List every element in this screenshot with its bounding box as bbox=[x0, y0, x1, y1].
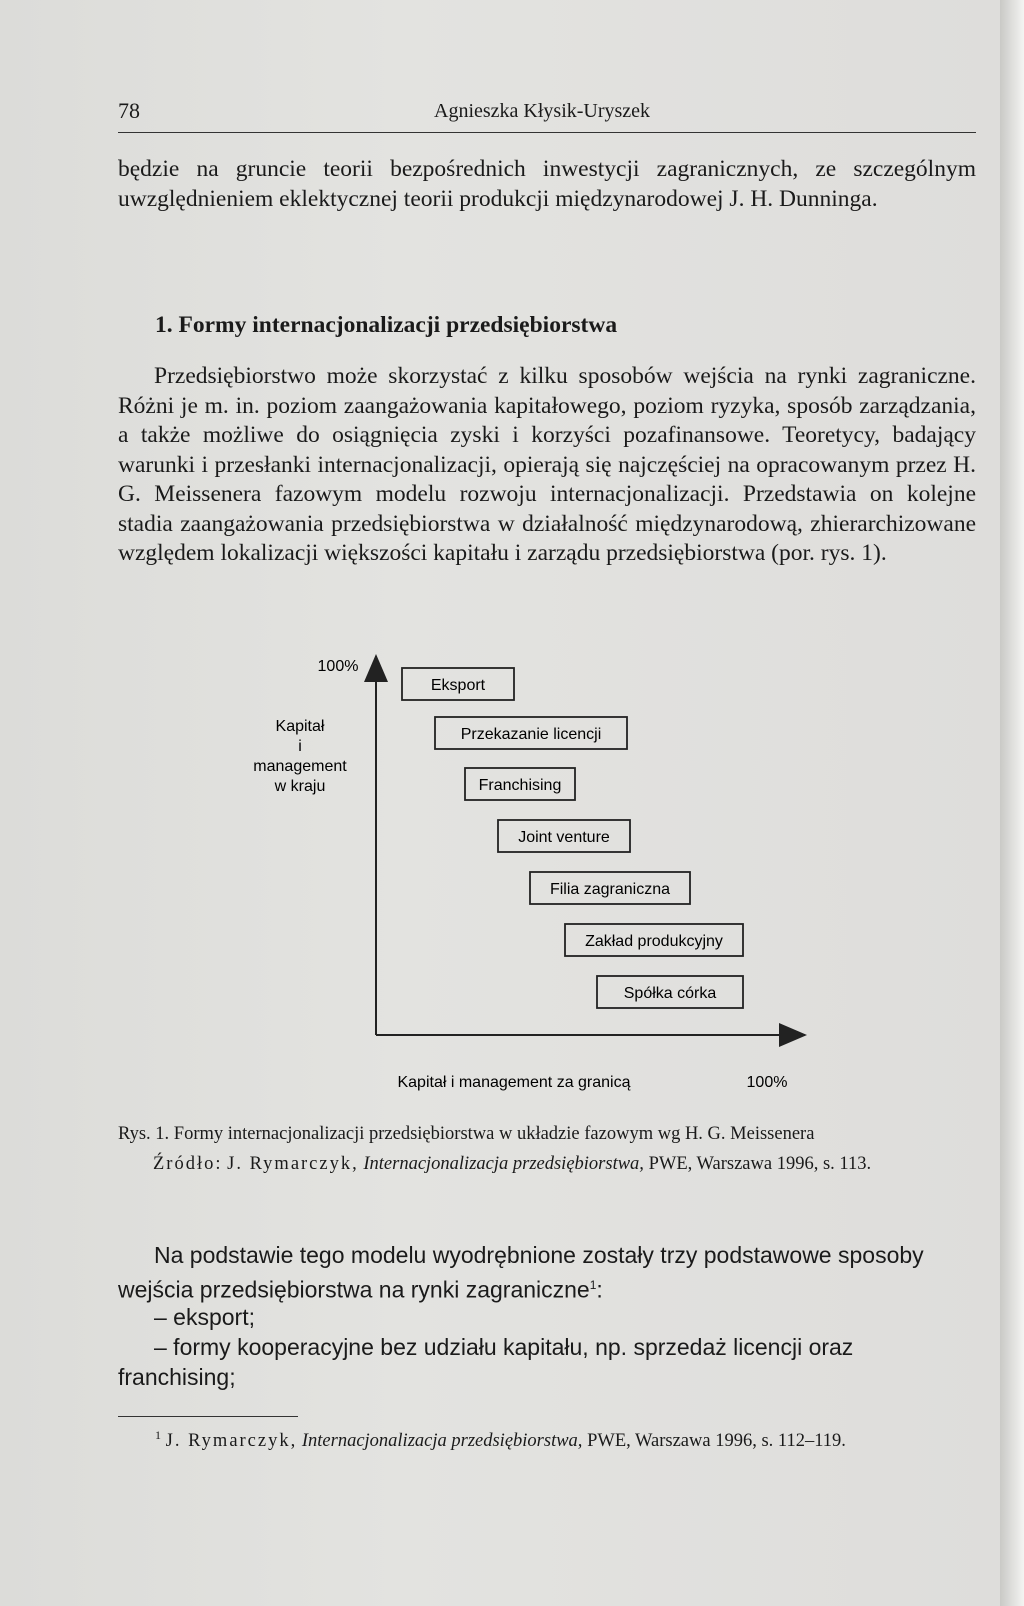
y-axis-label-line: w kraju bbox=[274, 778, 326, 795]
page-header bbox=[118, 98, 976, 133]
phase-step bbox=[498, 820, 630, 852]
y-axis-label-line: management bbox=[253, 758, 347, 775]
phase-step-label: Franchising bbox=[478, 777, 562, 794]
footnote-author: J. Rymarczyk, bbox=[165, 1431, 298, 1452]
source-author: J. Rymarczyk, bbox=[227, 1154, 359, 1174]
source-title: Internacjonalizacja przedsiębiorstwa, bbox=[363, 1154, 644, 1174]
phase-step-label: Przekazanie licencji bbox=[460, 726, 602, 743]
phase-step bbox=[597, 976, 743, 1008]
y-axis-top-label: 100% bbox=[317, 658, 359, 675]
figure-source bbox=[118, 1152, 976, 1176]
bottom-paragraph bbox=[118, 1240, 976, 1305]
source-rest: PWE, Warszawa 1996, s. 113. bbox=[648, 1154, 872, 1174]
phase-step bbox=[435, 717, 627, 749]
phase-step bbox=[402, 668, 514, 700]
footnote-reference: 1 bbox=[589, 1278, 597, 1292]
intro-paragraph: będzie na gruncie teorii bezpośrednich inwestycji zagranicznych, ze szczególnym uwzględnieniem eklektycznej teorii produkcji międzynarodowej J. H. Dunninga. bbox=[118, 156, 976, 212]
bottom-paragraph-text: Na podstawie tego modelu wyodrębnione zostały trzy podstawowe sposoby wejścia przedsiębiorstwa na rynki zagraniczne bbox=[118, 1242, 924, 1303]
y-axis-label-line: i bbox=[298, 738, 302, 755]
phase-step-label: Filia zagraniczna bbox=[549, 881, 671, 898]
y-axis-label-line: Kapitał bbox=[275, 718, 325, 735]
phase-step bbox=[565, 924, 743, 956]
phase-step-label: Spółka córka bbox=[623, 985, 717, 1002]
page-edge bbox=[1000, 0, 1024, 1606]
footnote-divider bbox=[118, 1416, 298, 1417]
phase-step bbox=[530, 872, 690, 904]
bottom-paragraph-end: : bbox=[596, 1276, 603, 1303]
phase-step bbox=[465, 768, 575, 800]
phase-step-label: Zakład produkcyjny bbox=[585, 933, 723, 950]
phase-step-label: Eksport bbox=[430, 677, 486, 694]
footnote bbox=[155, 1428, 846, 1452]
list-item: – formy kooperacyjne bez udziału kapitału, np. sprzedaż licencji oraz franchising; bbox=[118, 1334, 854, 1390]
page-number: 78 bbox=[118, 98, 140, 123]
body-paragraph: Przedsiębiorstwo może skorzystać z kilku sposobów wejścia na rynki zagraniczne. Różni je m. in. poziom zaangażowania kapitałowego, poziom ryzyka, sposób zarządzania, a także możliwe do osiągnięcia zyski i korzyści pozafinansowe. Teoretycy, badający warunki i przesłanki internacjonalizacji, opierają się najczęściej na opracowanym przez H. G. Meissenera fazowym modelu rozwoju internacjonalizacji. Przedstawia on kolejne stadia zaangażowania przedsiębiorstwa w działalność międzynarodową, zhierarchizowane względem lokalizacji większości kapitału i zarządu przedsiębiorstwa (por. rys. 1). bbox=[118, 363, 976, 566]
list-item: – eksport; bbox=[154, 1304, 255, 1330]
phase-model-diagram bbox=[240, 650, 840, 1100]
footnote-title: Internacjonalizacja przedsiębiorstwa, bbox=[301, 1431, 583, 1452]
running-head: Agnieszka Kłysik-Uryszek bbox=[434, 100, 651, 122]
figure-caption: Rys. 1. Formy internacjonalizacji przedsiębiorstwa w układzie fazowym wg H. G. Meissenera bbox=[118, 1124, 815, 1144]
footnote-mark: 1 bbox=[155, 1428, 161, 1442]
x-axis-end-label: 100% bbox=[746, 1074, 788, 1091]
phase-step-label: Joint venture bbox=[518, 829, 610, 846]
section-title: 1. Formy internacjonalizacji przedsiębiorstwa bbox=[155, 312, 618, 338]
footnote-rest: PWE, Warszawa 1996, s. 112–119. bbox=[587, 1431, 846, 1452]
source-label: Źródło: bbox=[153, 1154, 223, 1174]
x-axis-label: Kapitał i management za granicą bbox=[397, 1074, 631, 1091]
